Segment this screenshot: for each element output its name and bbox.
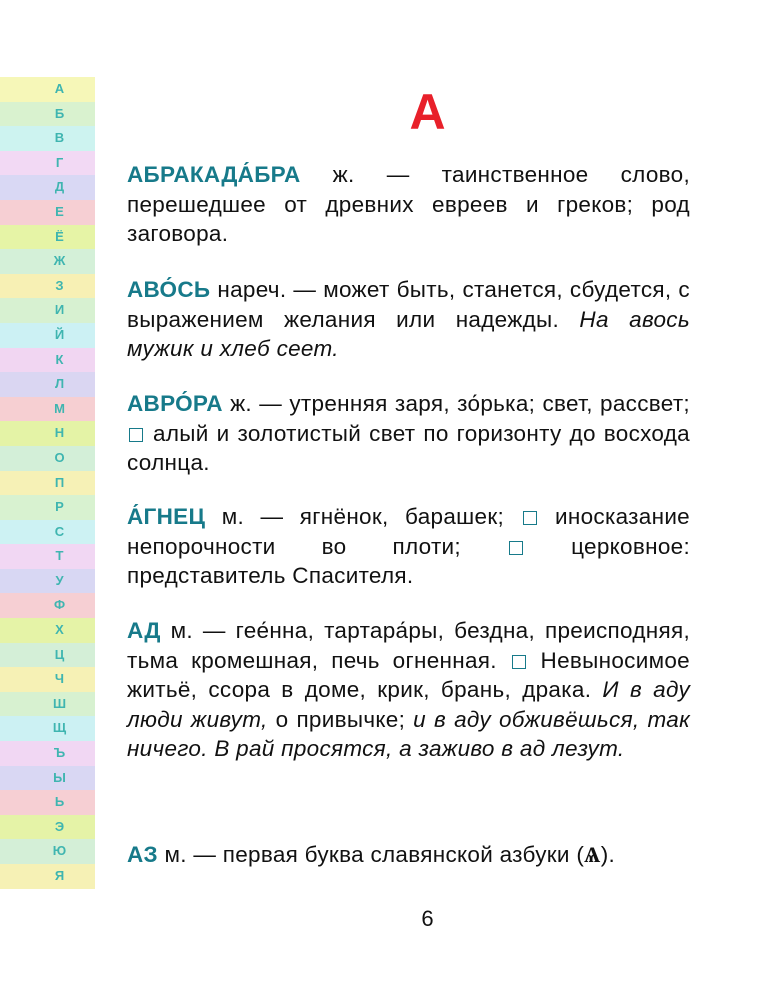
- headword: АБРАКАДА́БРА: [127, 162, 301, 187]
- entry-agnets: [127, 502, 690, 591]
- example: И в аду люди живут,: [127, 677, 691, 732]
- alphabet-tab: Г: [0, 151, 95, 176]
- alphabet-tab: Я: [0, 864, 95, 889]
- definition: ж. — таинственное слово, перешедшее от древних евреев и греков; род заговора.: [127, 162, 690, 246]
- alphabet-tab: Ч: [0, 667, 95, 692]
- headword: АЗ: [127, 842, 158, 867]
- example: и в аду обживёшься, так ничего. В рай просятся, а заживо в ад лезут.: [127, 706, 690, 761]
- entry-abrakadabra: [127, 160, 690, 249]
- definition: м. — гее́нна, тартара́ры, бездна, преисподняя, тьма кромешная, печь огненная.: [127, 618, 690, 673]
- headword: АВО́СЬ: [127, 277, 211, 302]
- headword: А́ГНЕЦ: [127, 504, 206, 529]
- definition: иносказание непорочности во плоти;: [127, 504, 690, 559]
- definition: м. — первая буква славянской азбуки (: [157, 842, 585, 867]
- alphabet-tab: Т: [0, 544, 95, 569]
- definition: ж. — утренняя заря, зо́рька; свет, рассвет;: [222, 391, 690, 416]
- alphabet-tab: Д: [0, 175, 95, 200]
- alphabet-tab: О: [0, 446, 95, 471]
- alphabet-index: [0, 77, 95, 889]
- alphabet-tab: Е: [0, 200, 95, 225]
- sense-marker-icon: [509, 541, 523, 555]
- entry-avrora: [127, 389, 690, 478]
- alphabet-tab: Ы: [0, 766, 95, 791]
- alphabet-tab: С: [0, 520, 95, 545]
- alphabet-tab: Б: [0, 102, 95, 127]
- alphabet-tab: Ж: [0, 249, 95, 274]
- definition: о привычке;: [267, 706, 414, 732]
- alphabet-tab: Ш: [0, 692, 95, 717]
- alphabet-tab: П: [0, 471, 95, 496]
- definition: Невыносимое житьё, ссора в доме, крик, брань, драка.: [127, 647, 690, 702]
- definition: алый и золотистый свет по горизонту до восхода солнца.: [127, 420, 690, 475]
- definition: нареч. — может быть, станется, сбудется, с выражением желания или надежды.: [127, 277, 690, 332]
- sense-marker-icon: [129, 428, 143, 442]
- alphabet-tab: Р: [0, 495, 95, 520]
- sense-marker-icon: [512, 655, 526, 669]
- headword: АД: [127, 618, 161, 643]
- alphabet-tab: Ь: [0, 790, 95, 815]
- alphabet-tab: И: [0, 298, 95, 323]
- alphabet-tab: У: [0, 569, 95, 594]
- alphabet-tab: Ъ: [0, 741, 95, 766]
- alphabet-tab: А: [0, 77, 95, 102]
- alphabet-tab: К: [0, 348, 95, 373]
- entry-avos: [127, 275, 690, 364]
- alphabet-tab: Л: [0, 372, 95, 397]
- sense-marker-icon: [523, 511, 537, 525]
- alphabet-tab: Э: [0, 815, 95, 840]
- entry-ad: [127, 616, 690, 764]
- alphabet-tab: В: [0, 126, 95, 151]
- alphabet-tab: Н: [0, 421, 95, 446]
- page-letter: А: [409, 84, 446, 140]
- entry-az: [127, 840, 690, 871]
- alphabet-tab: М: [0, 397, 95, 422]
- old-slavonic-glyph: Ѧ: [584, 842, 601, 868]
- alphabet-tab: Х: [0, 618, 95, 643]
- alphabet-tab: Й: [0, 323, 95, 348]
- definition: м. — ягнёнок, барашек;: [205, 504, 521, 529]
- definition: церковное: представитель Спасителя.: [127, 533, 691, 588]
- headword: АВРО́РА: [127, 391, 223, 416]
- alphabet-tab: Ф: [0, 593, 95, 618]
- definition: ).: [600, 842, 616, 867]
- alphabet-tab: З: [0, 274, 95, 299]
- example: На авось мужик и хлеб сеет.: [127, 306, 690, 361]
- alphabet-tab: Ё: [0, 225, 95, 250]
- alphabet-tab: Ю: [0, 839, 95, 864]
- alphabet-tab: Щ: [0, 716, 95, 741]
- page-number: 6: [421, 906, 434, 931]
- alphabet-tab: Ц: [0, 643, 95, 668]
